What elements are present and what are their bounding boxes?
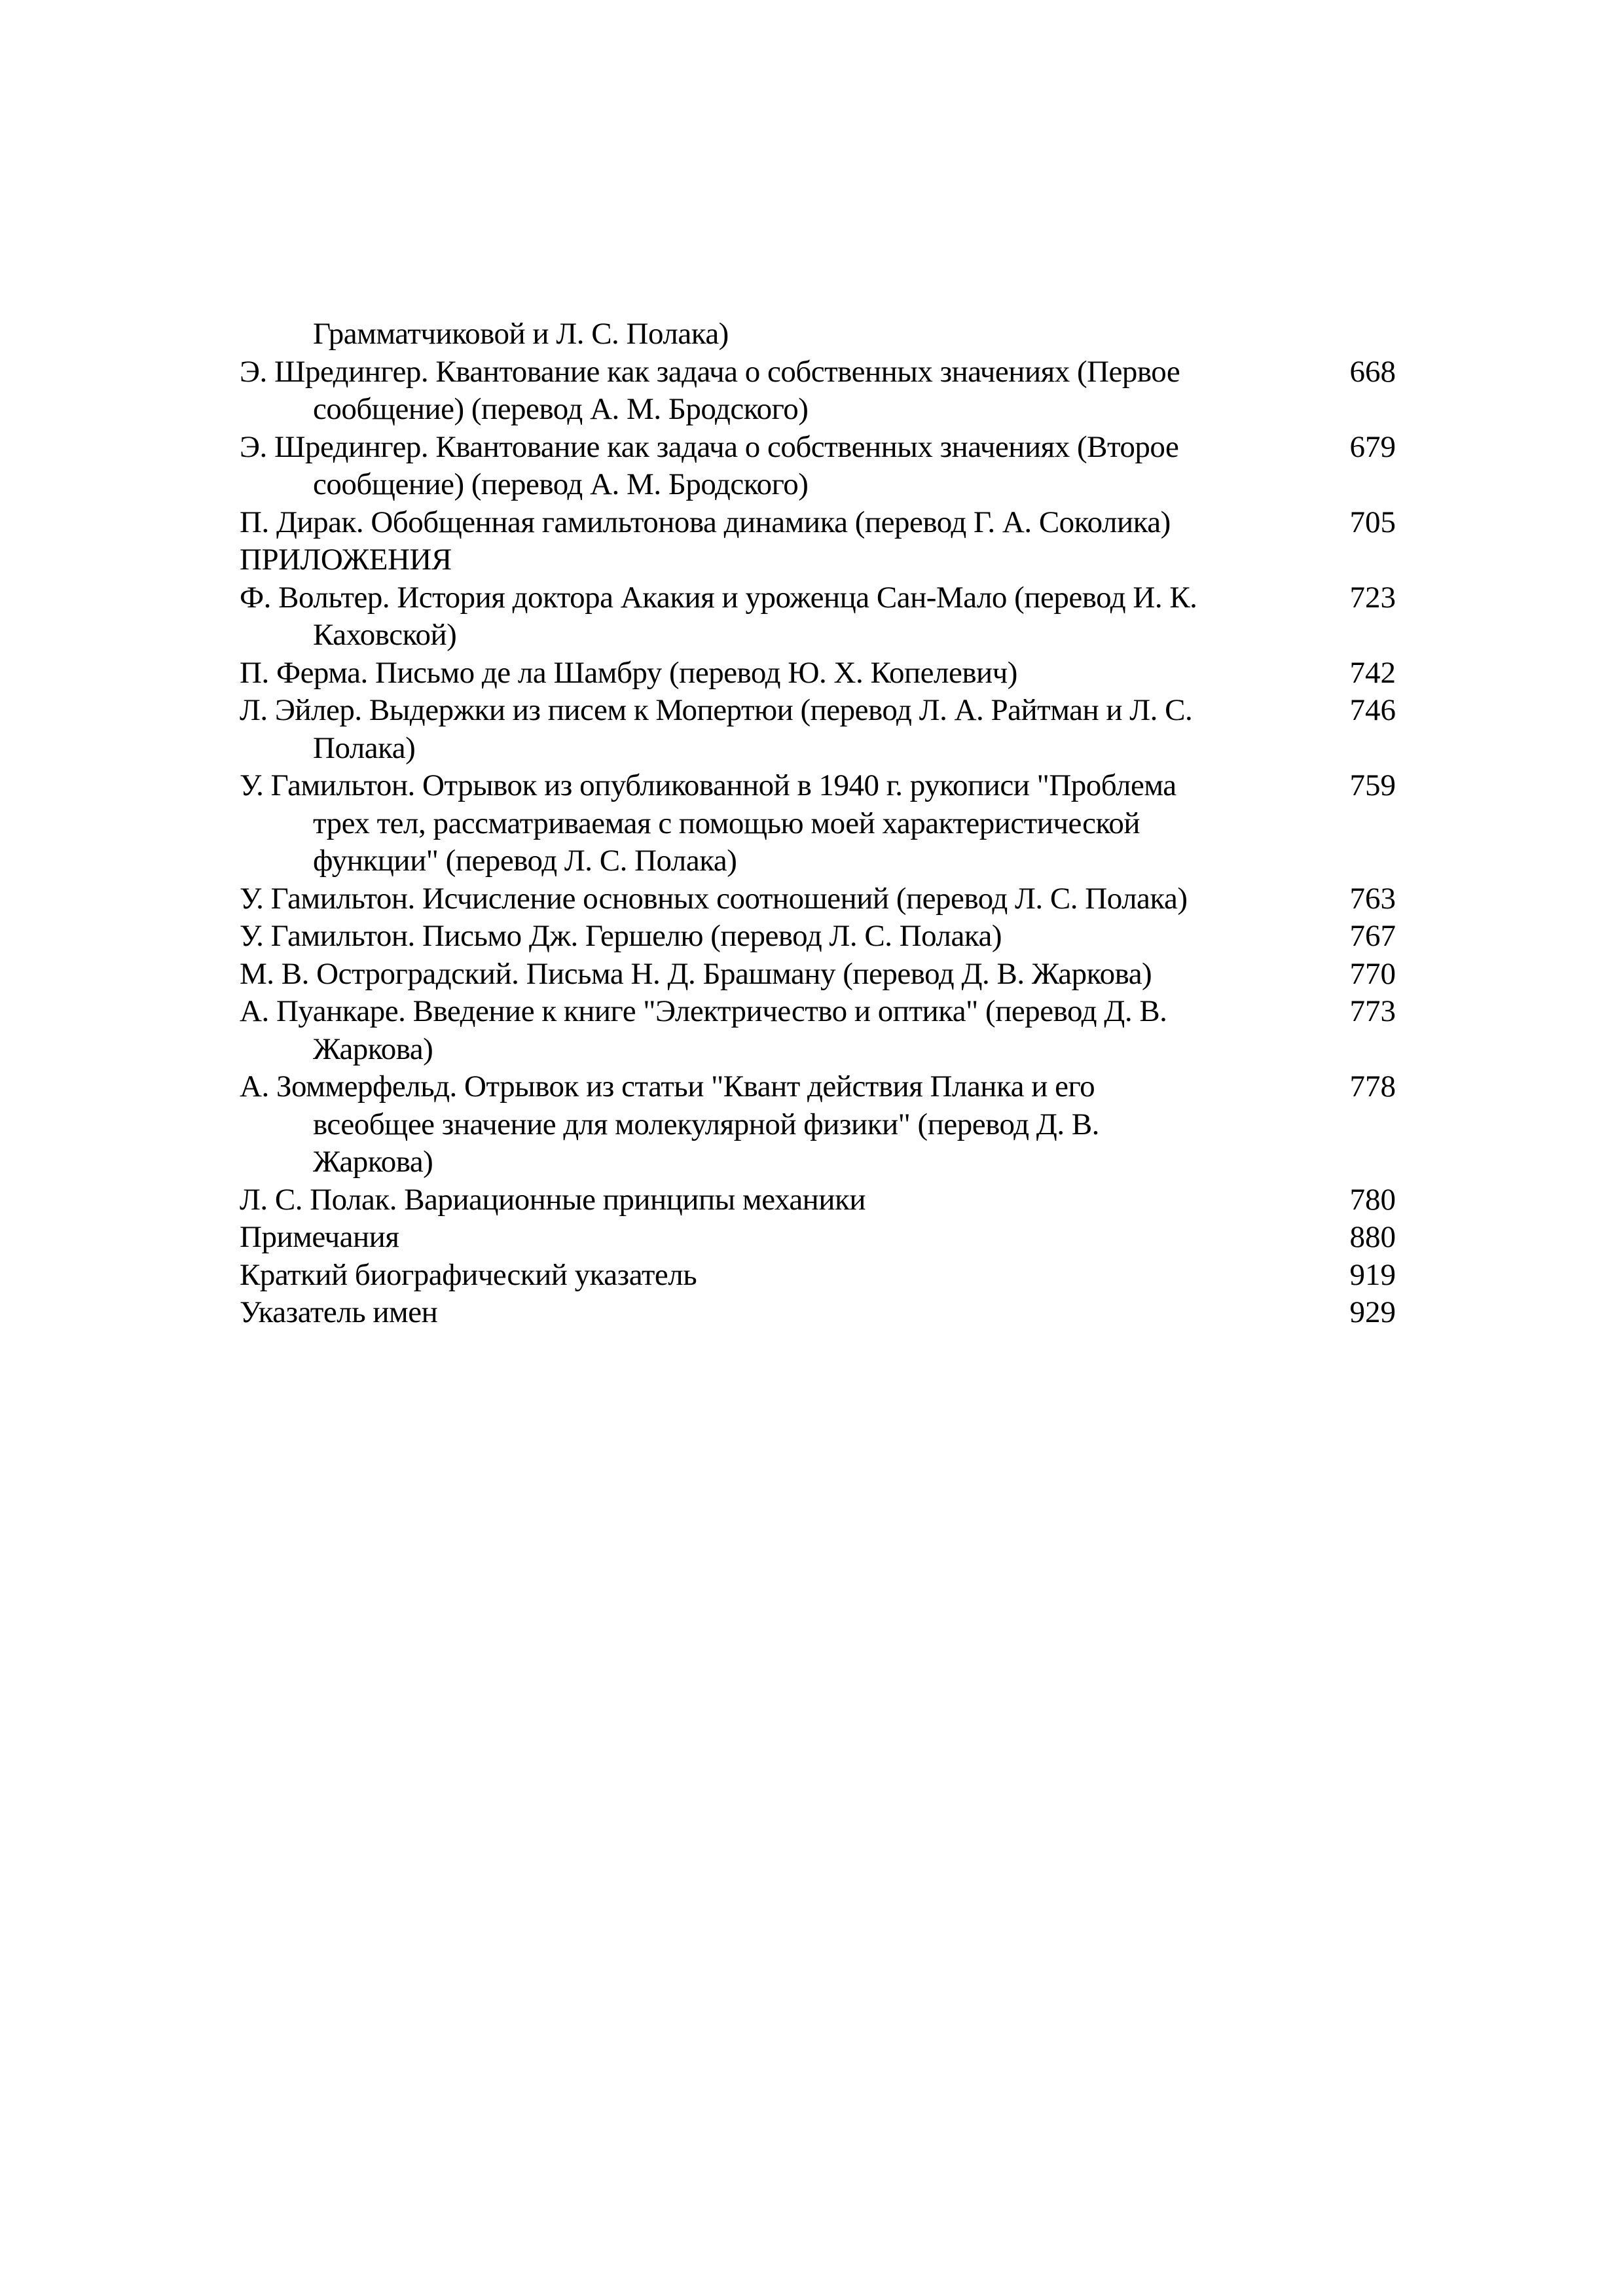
toc-page-number: 746 bbox=[1349, 693, 1396, 727]
toc-entry bbox=[240, 541, 1396, 579]
toc-entry-text bbox=[240, 1219, 1396, 1257]
toc-entry bbox=[240, 767, 1396, 880]
toc-entry-text bbox=[240, 692, 1396, 767]
toc-entry-line: функции" (перевод Л. С. Полака) bbox=[313, 844, 737, 878]
toc-entry-text bbox=[240, 353, 1396, 429]
toc-page-number: 919 bbox=[1349, 1257, 1396, 1292]
toc-entry-text bbox=[240, 1257, 1396, 1295]
toc-entry-text bbox=[240, 504, 1396, 542]
toc-entry-text bbox=[240, 880, 1396, 918]
toc-entry-line: Жаркова) bbox=[313, 1031, 433, 1066]
toc-page-number: 880 bbox=[1349, 1220, 1396, 1254]
toc-entry bbox=[240, 1068, 1396, 1181]
toc-page-number: 723 bbox=[1349, 580, 1396, 615]
toc-entry-text bbox=[240, 315, 1396, 353]
toc-entry-text bbox=[240, 655, 1396, 692]
toc-entry-line: трех тел, рассматриваемая с помощью моей характеристической bbox=[313, 806, 1140, 840]
toc-entry-line: Полака) bbox=[313, 730, 416, 765]
toc-entry-line: Ф. Вольтер. История доктора Акакия и уроженца Сан-Мало (перевод И. К. bbox=[240, 580, 1197, 615]
toc-entry bbox=[240, 1294, 1396, 1332]
toc-entry bbox=[240, 353, 1396, 429]
table-of-contents bbox=[240, 315, 1396, 1332]
toc-entry-text bbox=[240, 918, 1396, 956]
toc-entry bbox=[240, 429, 1396, 504]
toc-entry-line: У. Гамильтон. Письмо Дж. Гершелю (перевод Л. С. Полака) bbox=[240, 919, 1002, 953]
toc-entry-line: Краткий биографический указатель bbox=[240, 1257, 697, 1292]
toc-entry-line: Л. С. Полак. Вариационные принципы механики bbox=[240, 1182, 866, 1217]
toc-page-number: 668 bbox=[1349, 354, 1396, 389]
toc-entry-line: Указатель имен bbox=[240, 1295, 438, 1329]
toc-entry-line: Грамматчиковой и Л. С. Полака) bbox=[313, 317, 729, 351]
toc-entry bbox=[240, 692, 1396, 767]
toc-entry bbox=[240, 579, 1396, 655]
toc-entry-text bbox=[240, 541, 1396, 579]
toc-entry-text bbox=[240, 956, 1396, 994]
toc-entry-line: У. Гамильтон. Исчисление основных соотношений (перевод Л. С. Полака) bbox=[240, 881, 1188, 916]
toc-entry-line: ПРИЛОЖЕНИЯ bbox=[240, 543, 452, 577]
toc-page-number: 679 bbox=[1349, 429, 1396, 464]
toc-entry bbox=[240, 956, 1396, 994]
toc-page-number: 763 bbox=[1349, 881, 1396, 916]
toc-entry bbox=[240, 1181, 1396, 1219]
toc-entry-line: У. Гамильтон. Отрывок из опубликованной в 1940 г. рукописи "Проблема bbox=[240, 768, 1176, 802]
toc-entry-line: сообщение) (перевод А. М. Бродского) bbox=[313, 392, 809, 426]
toc-page-number: 773 bbox=[1349, 994, 1396, 1028]
toc-entry bbox=[240, 504, 1396, 542]
toc-entry-line: Каховской) bbox=[313, 618, 457, 652]
toc-entry-line: Жаркова) bbox=[313, 1145, 433, 1179]
toc-entry bbox=[240, 655, 1396, 692]
toc-entry-line: Э. Шредингер. Квантование как задача о собственных значениях (Первое bbox=[240, 354, 1180, 389]
toc-page-number: 767 bbox=[1349, 919, 1396, 953]
toc-entry bbox=[240, 315, 1396, 353]
toc-entry-line: сообщение) (перевод А. М. Бродского) bbox=[313, 467, 809, 501]
toc-entry-text bbox=[240, 579, 1396, 655]
toc-entry-line: А. Пуанкаре. Введение к книге "Электричество и оптика" (перевод Д. В. bbox=[240, 994, 1167, 1028]
toc-page-number: 770 bbox=[1349, 956, 1396, 991]
toc-entry-text bbox=[240, 993, 1396, 1068]
toc-entry-line: М. В. Остроградский. Письма Н. Д. Брашману (перевод Д. В. Жаркова) bbox=[240, 956, 1152, 991]
toc-entry bbox=[240, 880, 1396, 918]
toc-page-number: 705 bbox=[1349, 505, 1396, 539]
toc-page-number: 929 bbox=[1349, 1295, 1396, 1329]
toc-entry bbox=[240, 1257, 1396, 1295]
toc-entry-line: Э. Шредингер. Квантование как задача о собственных значениях (Второе bbox=[240, 429, 1179, 464]
toc-entry-line: П. Дирак. Обобщенная гамильтонова динамика (перевод Г. А. Соколика) bbox=[240, 505, 1171, 539]
toc-entry bbox=[240, 993, 1396, 1068]
toc-page-number: 780 bbox=[1349, 1182, 1396, 1217]
toc-entry-line: А. Зоммерфельд. Отрывок из статьи "Квант действия Планка и его bbox=[240, 1069, 1095, 1103]
toc-entry-line: П. Ферма. Письмо де ла Шамбру (перевод Ю. Х. Копелевич) bbox=[240, 655, 1017, 690]
toc-page-number: 759 bbox=[1349, 768, 1396, 802]
toc-entry-line: Л. Эйлер. Выдержки из писем к Мопертюи (перевод Л. А. Райтман и Л. С. bbox=[240, 693, 1193, 727]
toc-entry-text bbox=[240, 1294, 1396, 1332]
toc-entry-text bbox=[240, 429, 1396, 504]
toc-entry-text bbox=[240, 1181, 1396, 1219]
toc-entry-text bbox=[240, 767, 1396, 880]
toc-entry bbox=[240, 918, 1396, 956]
toc-entry bbox=[240, 1219, 1396, 1257]
toc-entry-text bbox=[240, 1068, 1396, 1181]
toc-page-number: 778 bbox=[1349, 1069, 1396, 1103]
toc-entry-line: всеобщее значение для молекулярной физики" (перевод Д. В. bbox=[313, 1107, 1099, 1141]
toc-page-number: 742 bbox=[1349, 655, 1396, 690]
toc-entry-line: Примечания bbox=[240, 1220, 399, 1254]
